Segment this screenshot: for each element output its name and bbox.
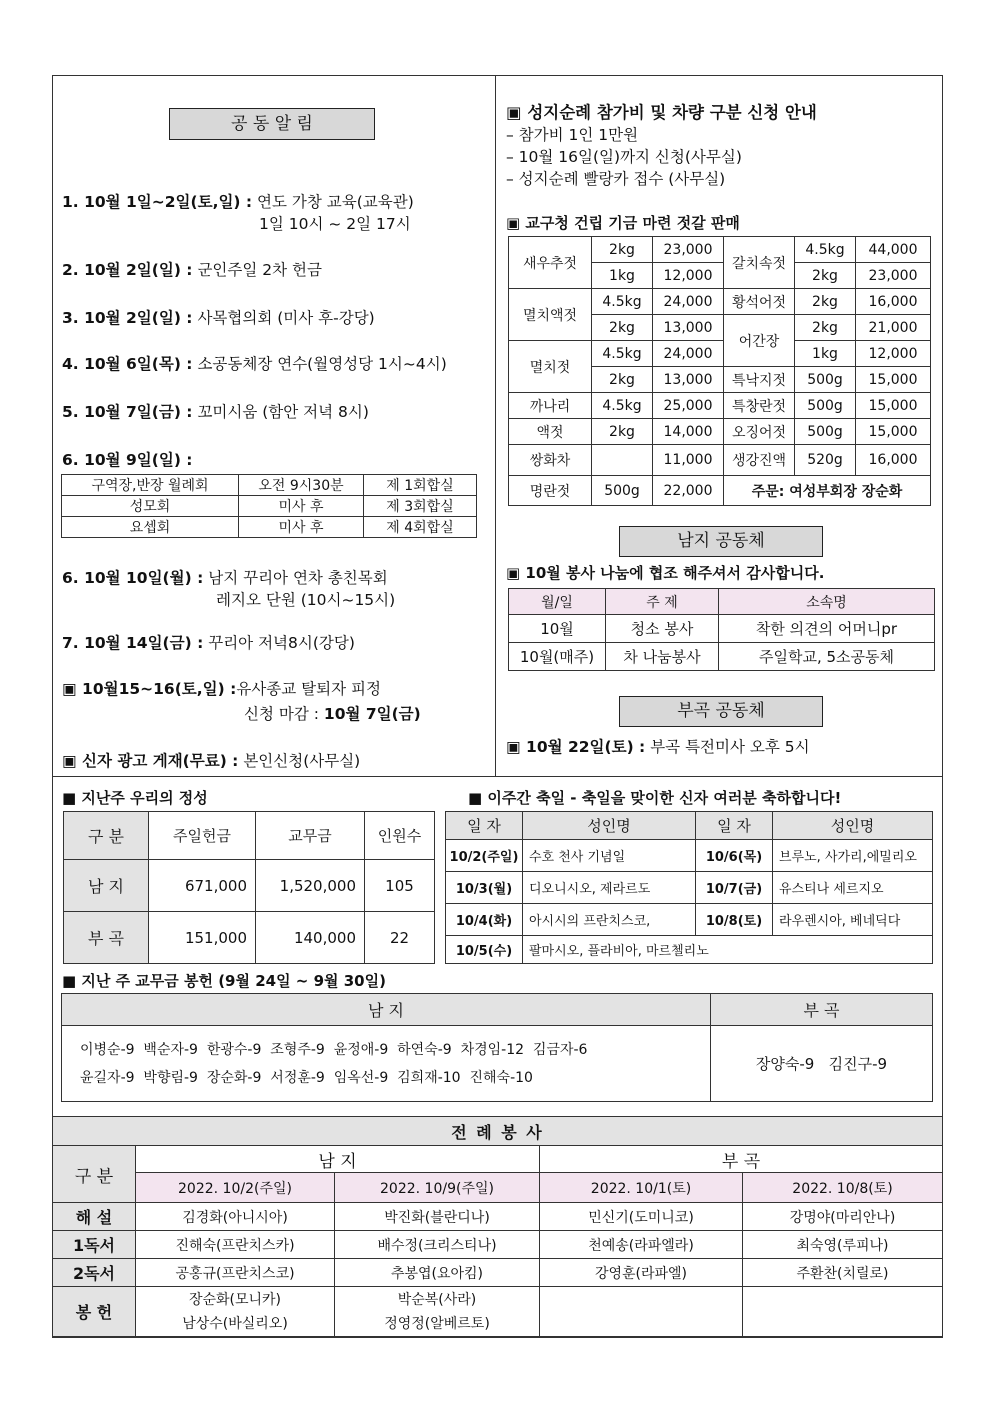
table-row — [446, 872, 933, 904]
table-row — [446, 840, 933, 872]
notice-item-1-line2: 1일 10시 ~ 2일 17시 — [259, 215, 411, 233]
table-cell: 주일헌금 — [149, 812, 256, 860]
notice-text: 꼬미시움 (함안 저녁 8시) — [192, 403, 369, 421]
table-row — [509, 445, 931, 476]
notice-text: 신청 마감 : — [244, 705, 324, 723]
table-cell: 특창란젓 — [724, 393, 795, 419]
table-cell: 차 나눔봉사 — [606, 643, 719, 671]
bugok-community-title: 부곡 공동체 — [619, 696, 823, 727]
notice-date: 1. 10월 1일~2일(토,일) : — [62, 193, 253, 211]
table-cell: 주 제 — [606, 589, 719, 615]
table-cell: 21,000 — [856, 315, 931, 341]
table-cell: 2kg — [592, 367, 653, 393]
table-cell: 월/일 — [509, 589, 606, 615]
table-cell: 2022. 10/9(주일) — [335, 1173, 540, 1203]
table-cell: 까나리 — [509, 393, 592, 419]
notice-date: 7. 10월 14일(금) : — [62, 634, 204, 652]
table-cell: 유스티나 세르지오 — [773, 872, 933, 904]
table-row — [53, 1146, 943, 1173]
table-cell: 1독서 — [53, 1231, 136, 1259]
table-cell: 디오니시오, 제라르도 — [523, 872, 696, 904]
table-cell: 남 지 — [62, 994, 711, 1026]
table-cell: 10/4(화) — [446, 904, 523, 936]
notice-date: 2. 10월 2일(일) : — [62, 261, 193, 279]
table-cell: 2022. 10/1(토) — [540, 1173, 743, 1203]
table-cell: 주환찬(치릴로) — [743, 1259, 943, 1287]
table-cell: 수호 천사 기념일 — [523, 840, 696, 872]
table-cell: 추봉엽(요아킴) — [335, 1259, 540, 1287]
table-cell: 황석어젓 — [724, 289, 795, 315]
meeting-table — [61, 474, 477, 538]
namji-thanks: ▣ 10월 봉사 나눔에 협조 해주셔서 감사합니다. — [506, 564, 825, 582]
table-cell: 최숙영(루피나) — [743, 1231, 943, 1259]
table-cell: 22,000 — [653, 476, 724, 506]
table-cell: 오전 9시30분 — [239, 475, 364, 496]
table-cell: 어간장 — [724, 315, 795, 367]
feast-title: ■ 이주간 축일 - 축일을 맞이한 신자 여러분 축하합니다! — [468, 789, 842, 807]
table-cell: 멸치액젓 — [509, 289, 592, 341]
notice-date: 10월 7일(금) — [323, 705, 421, 723]
notice-item-7-line2: 레지오 단원 (10시~15시) — [216, 591, 396, 609]
namji-community-title: 남지 공동체 — [619, 526, 823, 557]
table-cell: 24,000 — [653, 341, 724, 367]
dues-namji-line: 이병순-9 백순자-9 한광수-9 조형주-9 윤정애-9 하연숙-9 차경임-12 김금자-6 — [80, 1041, 588, 1058]
table-cell — [592, 445, 653, 476]
table-cell: 2kg — [795, 263, 856, 289]
table-cell: 671,000 — [149, 860, 256, 912]
table-cell: 배수정(크리스티나) — [335, 1231, 540, 1259]
table-cell: 11,000 — [653, 445, 724, 476]
notice-text: 부곡 특전미사 오후 5시 — [645, 738, 810, 756]
dues-namji-line: 윤길자-9 박향림-9 장순화-9 서정훈-9 임옥선-9 김희재-10 진해숙-10 — [80, 1069, 533, 1086]
table-cell — [136, 1287, 335, 1337]
notice-text: 군인주일 2차 헌금 — [192, 261, 322, 279]
table-row — [509, 615, 935, 643]
table-cell: 새우추젓 — [509, 237, 592, 289]
table-cell: 10/3(월) — [446, 872, 523, 904]
table-cell: 500g — [795, 367, 856, 393]
table-cell: 라우렌시아, 베네딕다 — [773, 904, 933, 936]
table-cell: 13,000 — [653, 315, 724, 341]
table-cell: 부 곡 — [540, 1146, 943, 1173]
table-cell: 팔마시오, 플라비아, 마르첼리노 — [523, 936, 933, 964]
pilgrimage-line: – 참가비 1인 1만원 — [506, 126, 639, 144]
table-cell: 주문: 여성부회장 장순화 — [724, 476, 931, 506]
table-cell: 12,000 — [653, 263, 724, 289]
table-row — [509, 237, 931, 263]
pilgrimage-line: – 성지순례 빨랑카 접수 (사무실) — [506, 170, 726, 188]
table-cell — [540, 1287, 743, 1337]
table-cell: 13,000 — [653, 367, 724, 393]
table-cell: 10/8(토) — [696, 904, 773, 936]
offering-table — [63, 811, 435, 964]
table-cell: 갈치속젓 — [724, 237, 795, 289]
notice-item-3 — [62, 306, 375, 328]
table-cell: 남 지 — [64, 860, 149, 912]
table-cell: 강영훈(라파엘) — [540, 1259, 743, 1287]
section-divider — [52, 776, 943, 777]
table-cell: 주일학교, 5소공동체 — [719, 643, 935, 671]
table-cell: 전 례 봉 사 — [53, 1117, 943, 1146]
notice-text: 소공동체장 연수(월영성당 1시~4시) — [192, 355, 447, 373]
table-cell: 44,000 — [856, 237, 931, 263]
table-cell: 4.5kg — [592, 393, 653, 419]
common-notice-title: 공 동 알 림 — [169, 108, 375, 140]
notice-item-10 — [62, 749, 360, 771]
table-cell: 진해숙(프란치스카) — [136, 1231, 335, 1259]
jeotgal-title: ▣ 교구청 건립 기금 마련 젓갈 판매 — [506, 214, 740, 232]
table-cell: 140,000 — [256, 912, 365, 964]
table-cell: 16,000 — [856, 445, 931, 476]
table-cell: 1kg — [795, 341, 856, 367]
table-cell: 15,000 — [856, 393, 931, 419]
table-row — [509, 419, 931, 445]
notice-date: ▣ 신자 광고 게재(무료) : — [62, 752, 239, 770]
table-cell: 105 — [365, 860, 435, 912]
table-row — [62, 517, 477, 538]
dues-title: ■ 지난 주 교무금 봉헌 (9월 24일 ~ 9월 30일) — [62, 972, 386, 990]
notice-text: 연도 가창 교육(교육관) — [252, 193, 414, 211]
table-cell: 4.5kg — [592, 341, 653, 367]
notice-date: 4. 10월 6일(목) : — [62, 355, 193, 373]
table-cell: 14,000 — [653, 419, 724, 445]
table-row — [62, 496, 477, 517]
feast-table — [445, 811, 933, 964]
table-row — [509, 643, 935, 671]
table-cell: 성인명 — [523, 812, 696, 840]
notice-text: 남지 꾸리아 연차 총친목회 — [203, 569, 388, 587]
table-row — [446, 904, 933, 936]
notice-item-5 — [62, 400, 369, 422]
table-cell: 박진화(블란디나) — [335, 1203, 540, 1231]
table-cell: 일 자 — [446, 812, 523, 840]
table-row — [509, 289, 931, 315]
dues-bugok-line: 장양숙-9 김진구-9 — [711, 1026, 933, 1102]
table-cell: 2022. 10/8(토) — [743, 1173, 943, 1203]
table-cell: 오징어젓 — [724, 419, 795, 445]
notice-date: 3. 10월 2일(일) : — [62, 309, 193, 327]
table-cell: 구역장,반장 월례회 — [62, 475, 239, 496]
table-cell: 500g — [592, 476, 653, 506]
notice-item-9-line2 — [244, 702, 421, 724]
table-row — [509, 393, 931, 419]
jeotgal-table — [508, 236, 931, 506]
table-cell: 해 설 — [53, 1203, 136, 1231]
notice-date: 6. 10월 9일(일) : — [62, 451, 193, 469]
table-cell: 멸치젓 — [509, 341, 592, 393]
table-row — [62, 1026, 933, 1102]
notice-text: 본인신청(사무실) — [238, 752, 361, 770]
table-row — [53, 1287, 943, 1337]
table-cell: 부 곡 — [711, 994, 933, 1026]
table-cell: 22 — [365, 912, 435, 964]
table-cell: 성인명 — [773, 812, 933, 840]
offertory-name: 남상수(바실리오) — [182, 1315, 288, 1332]
table-cell: 12,000 — [856, 341, 931, 367]
table-cell: 10월(매주) — [509, 643, 606, 671]
table-cell: 1,520,000 — [256, 860, 365, 912]
table-cell: 10/6(목) — [696, 840, 773, 872]
dues-table — [61, 993, 933, 1102]
table-cell: 미사 후 — [239, 496, 364, 517]
notice-text: 꾸리아 저녁8시(강당) — [203, 634, 355, 652]
table-cell: 쌍화차 — [509, 445, 592, 476]
notice-date: 5. 10월 7일(금) : — [62, 403, 193, 421]
notice-date: 6. 10월 10일(월) : — [62, 569, 204, 587]
table-cell: 2kg — [795, 289, 856, 315]
table-cell: 명란젓 — [509, 476, 592, 506]
notice-item-1 — [62, 190, 414, 212]
table-cell: 성모회 — [62, 496, 239, 517]
table-cell: 500g — [795, 393, 856, 419]
table-cell: 민신기(도미니코) — [540, 1203, 743, 1231]
table-row — [53, 1259, 943, 1287]
table-cell: 15,000 — [856, 419, 931, 445]
table-cell — [743, 1287, 943, 1337]
table-row — [64, 912, 435, 964]
table-cell: 2독서 — [53, 1259, 136, 1287]
table-cell — [335, 1287, 540, 1337]
offertory-name: 장순화(모니카) — [188, 1291, 282, 1308]
table-row — [64, 860, 435, 912]
table-cell: 520g — [795, 445, 856, 476]
table-cell: 23,000 — [856, 263, 931, 289]
table-cell: 생강진액 — [724, 445, 795, 476]
notice-item-7 — [62, 566, 388, 588]
table-cell: 10/2(주일) — [446, 840, 523, 872]
pilgrimage-title: ▣ 성지순례 참가비 및 차량 구분 신청 안내 — [506, 103, 817, 122]
pilgrimage-line: – 10월 16일(일)까지 신청(사무실) — [506, 148, 742, 166]
notice-date: ▣ 10월 22일(토) : — [506, 738, 646, 756]
table-cell: 김경화(아니시아) — [136, 1203, 335, 1231]
offertory-name: 정영정(알베르토) — [384, 1315, 490, 1332]
table-cell: 23,000 — [653, 237, 724, 263]
table-cell: 봉 헌 — [53, 1287, 136, 1337]
table-cell: 151,000 — [149, 912, 256, 964]
offering-title: ■ 지난주 우리의 정성 — [62, 789, 208, 807]
notice-item-6 — [62, 448, 193, 470]
table-cell: 2kg — [592, 315, 653, 341]
namji-service-table — [508, 588, 935, 671]
table-cell: 25,000 — [653, 393, 724, 419]
bugok-notice — [506, 735, 810, 757]
table-cell: 특낙지젓 — [724, 367, 795, 393]
notice-item-4 — [62, 352, 447, 374]
table-row — [509, 589, 935, 615]
table-row — [64, 812, 435, 860]
table-cell — [62, 1026, 711, 1102]
notice-item-8 — [62, 631, 355, 653]
table-cell: 소속명 — [719, 589, 935, 615]
table-cell: 4.5kg — [795, 237, 856, 263]
table-cell: 공홍규(프란치스코) — [136, 1259, 335, 1287]
table-cell: 제 3회합실 — [364, 496, 477, 517]
table-cell: 구 분 — [64, 812, 149, 860]
table-cell: 24,000 — [653, 289, 724, 315]
table-row — [53, 1231, 943, 1259]
notice-text: 유사종교 탈퇴자 피정 — [236, 680, 381, 698]
table-cell: 브루노, 사가리,에밀리오 — [773, 840, 933, 872]
table-cell: 16,000 — [856, 289, 931, 315]
table-cell: 청소 봉사 — [606, 615, 719, 643]
liturgy-table — [52, 1116, 943, 1337]
table-cell: 착한 의견의 어머니pr — [719, 615, 935, 643]
table-cell: 구 분 — [53, 1146, 136, 1203]
table-row — [62, 475, 477, 496]
table-cell: 일 자 — [696, 812, 773, 840]
table-cell: 부 곡 — [64, 912, 149, 964]
table-cell: 미사 후 — [239, 517, 364, 538]
table-cell: 2022. 10/2(주일) — [136, 1173, 335, 1203]
table-row — [53, 1117, 943, 1146]
notice-text: 사목협의회 (미사 후-강당) — [192, 309, 375, 327]
offertory-name: 박순복(사라) — [397, 1291, 477, 1308]
table-cell: 4.5kg — [592, 289, 653, 315]
table-cell: 강명야(마리안나) — [743, 1203, 943, 1231]
table-cell: 10/7(금) — [696, 872, 773, 904]
table-cell: 500g — [795, 419, 856, 445]
table-row — [53, 1173, 943, 1203]
table-cell: 2kg — [592, 237, 653, 263]
table-row — [446, 936, 933, 964]
table-cell: 제 4회합실 — [364, 517, 477, 538]
table-cell: 1kg — [592, 263, 653, 289]
notice-item-9 — [62, 677, 381, 699]
table-cell: 2kg — [795, 315, 856, 341]
table-row — [53, 1203, 943, 1231]
table-row — [509, 476, 931, 506]
table-cell: 10/5(수) — [446, 936, 523, 964]
notice-item-2 — [62, 258, 322, 280]
table-cell: 남 지 — [136, 1146, 540, 1173]
table-cell: 아시시의 프란치스코, — [523, 904, 696, 936]
table-cell: 인원수 — [365, 812, 435, 860]
table-cell: 2kg — [592, 419, 653, 445]
notice-date: ▣ 10월15~16(토,일) : — [62, 680, 237, 698]
table-row — [446, 812, 933, 840]
table-cell: 제 1회합실 — [364, 475, 477, 496]
table-cell: 천예송(라파엘라) — [540, 1231, 743, 1259]
table-cell: 요셉회 — [62, 517, 239, 538]
table-cell: 10월 — [509, 615, 606, 643]
table-row — [62, 994, 933, 1026]
table-cell: 15,000 — [856, 367, 931, 393]
table-row — [509, 341, 931, 367]
table-cell: 교무금 — [256, 812, 365, 860]
column-divider — [495, 75, 496, 776]
table-cell: 액젓 — [509, 419, 592, 445]
